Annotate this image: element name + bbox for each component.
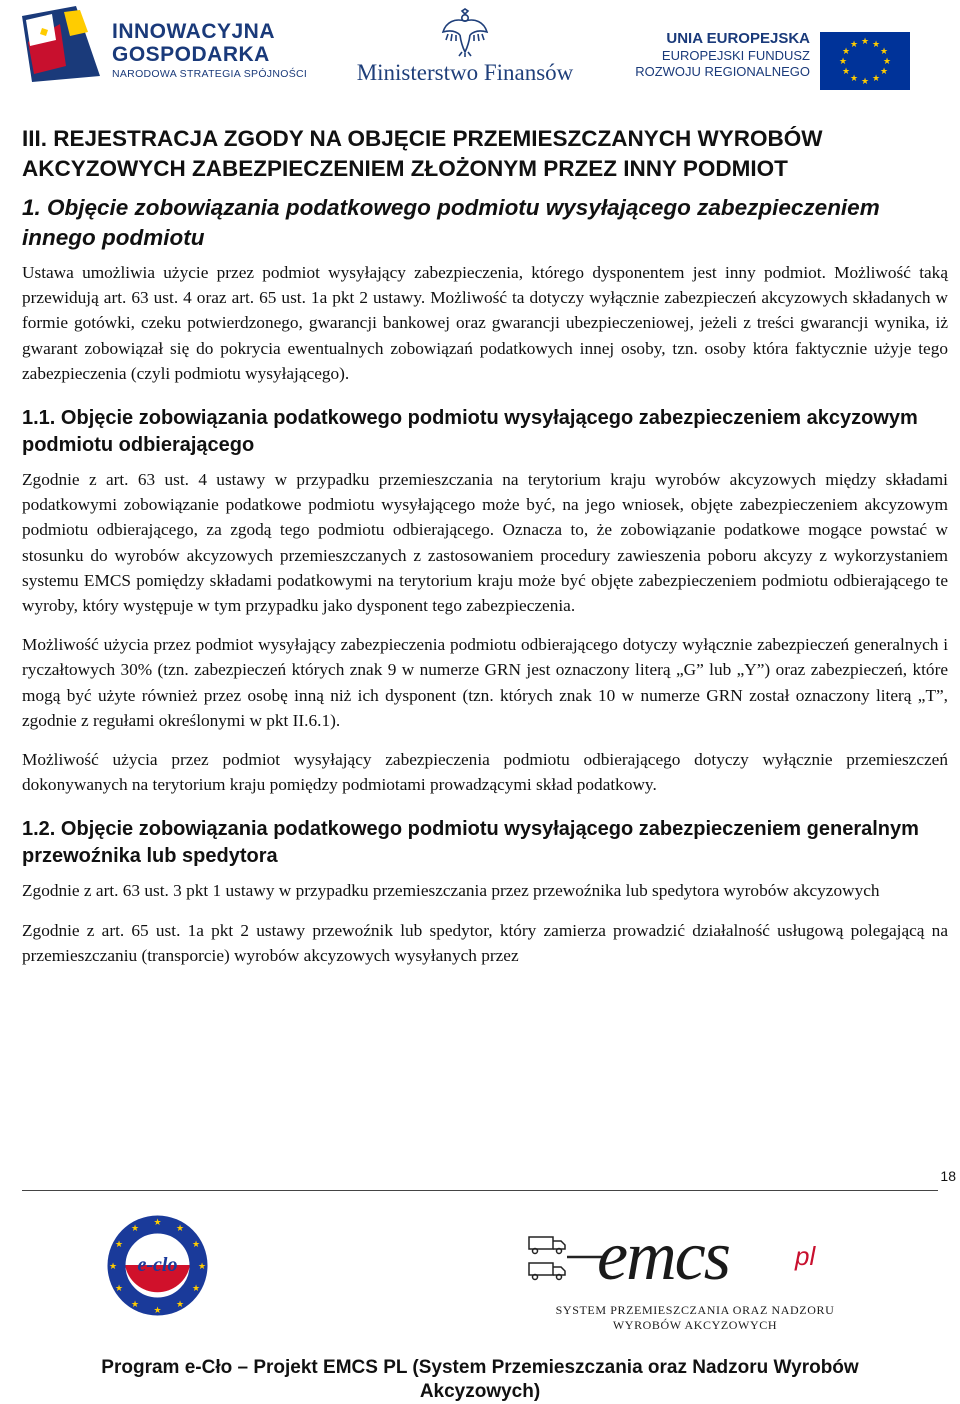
svg-text:★: ★ (191, 1284, 201, 1294)
eu-fund-logo (635, 30, 940, 90)
eu-line-2: EUROPEJSKI FUNDUSZ (661, 48, 810, 63)
svg-text:★: ★ (871, 40, 881, 50)
emcs-subtitle-1: SYSTEM PRZEMIESZCZANIA ORAZ NADZORU (555, 1303, 835, 1317)
subsection-1-heading: 1. Objęcie zobowiązania podatkowego podmiotu wysyłającego zabezpieczeniem innego podmiotu (22, 195, 880, 250)
innowacyjna-gospodarka-logo (22, 6, 322, 82)
svg-text:★: ★ (879, 47, 889, 57)
svg-text:★: ★ (860, 37, 870, 47)
subsection-1-1-paragraph-3: Możliwość użycia przez podmiot wysyłający zabezpieczenia podmiotu odbierającego dotyczy wyłącznie przemieszczeń dokonywanych na terytorium kraju pomiędzy podmiotami prowadzącymi skład podatkowy. (22, 750, 948, 795)
footer-program-text: Program e-Cło – Projekt EMCS PL (System Przemieszczania oraz Nadzoru Wyrobów Akcyzowych) (101, 1357, 859, 1402)
svg-text:★: ★ (879, 67, 889, 77)
svg-text:★: ★ (838, 57, 848, 67)
svg-text:★: ★ (841, 67, 851, 77)
footer-logos (0, 1200, 960, 1340)
emcs-wordmark: emcs (597, 1218, 729, 1295)
eu-line-3: ROZWOJU REGIONALNEGO (635, 64, 810, 79)
ig-line-3: NARODOWA STRATEGIA SPÓJNOŚCI (112, 68, 308, 80)
svg-text:★: ★ (153, 1306, 162, 1316)
section-heading: III. REJESTRACJA ZGODY NA OBJĘCIE PRZEMIESZCZANYCH WYROBÓW AKCYZOWYCH ZABEZPIECZENIEM ZŁOŻONYM PRZEZ INNY PODMIOT (22, 126, 823, 181)
emcs-pl-mark: pl (795, 1241, 816, 1271)
svg-text:★: ★ (191, 1240, 201, 1250)
subsection-1-1-heading: 1.1. Objęcie zobowiązania podatkowego podmiotu wysyłającego zabezpieczeniem akcyzowym podmiotu odbierającego (22, 407, 918, 457)
svg-text:★: ★ (849, 74, 859, 84)
footer-divider (22, 1190, 938, 1191)
svg-text:★: ★ (871, 74, 881, 84)
emcs-pl-logo (525, 1205, 855, 1332)
ministerstwo-finansow-logo (340, 8, 590, 88)
ig-line-2: GOSPODARKA (112, 43, 270, 66)
svg-text:★: ★ (197, 1262, 207, 1272)
svg-text:★: ★ (849, 40, 859, 50)
subsection-1-paragraph: Ustawa umożliwia użycie przez podmiot wysyłający zabezpieczenia, którego dysponentem jest inny podmiot. Możliwość taką przewidują art. 63 ust. 4 oraz art. 65 ust. 1a pkt 2 ustawy. Możliwość ta dotyczy wyłącznie zabezpieczeń akcyzowych składanych w formie gotówki, czeku potwierdzonego, gwarancji bankowej oraz gwarancji ubezpieczeniowej, jeżeli z treści gwarancji wynika, iż gwarant zobowiązał się do pokrycia ewentualnych zobowiązań podatkowych innej osoby, tzn. osoby która faktycznie użyje tego zabezpieczenia (czyli podmiotu wysyłającego). (22, 263, 948, 383)
eu-line-1: UNIA EUROPEJSKA (666, 30, 810, 47)
svg-text:★: ★ (175, 1224, 185, 1234)
svg-text:★: ★ (153, 1218, 162, 1228)
svg-text:★: ★ (130, 1224, 140, 1234)
eu-flag-icon (820, 32, 910, 90)
ig-flag-icon (22, 6, 102, 82)
ministry-name: Ministerstwo Finansów (356, 60, 574, 85)
ig-line-1: INNOWACYJNA (112, 20, 276, 43)
document-body (22, 124, 948, 968)
e-clo-logo-text: e-clo (137, 1254, 178, 1276)
svg-text:★: ★ (841, 47, 851, 57)
svg-text:★: ★ (882, 57, 892, 67)
truck-icons (525, 1235, 605, 1285)
svg-text:★: ★ (114, 1284, 124, 1294)
page-number: 18 (940, 1168, 956, 1184)
subsection-1-2-heading: 1.2. Objęcie zobowiązania podatkowego podmiotu wysyłającego zabezpieczeniem generalnym przewoźnika lub spedytora (22, 818, 919, 868)
subsection-1-1-paragraph-1: Zgodnie z art. 63 ust. 4 ustawy w przypadku przemieszczania na terytorium kraju wyrobów akcyzowych między składami podatkowymi zobowiązanie podatkowe podmiotu wysyłającego może być, na jego wniosek, objęte zabezpieczeniem akcyzowym podmiotu odbierającego, za zgodą tego podmiotu odbierającego. Oznacza to, że zobowiązanie podatkowe mogące powstać w stosunku do wyrobów akcyzowych przemieszczanych z zastosowaniem procedury zawieszenia poboru akcyzy z wykorzystaniem systemu EMCS pomiędzy składami podatkowymi na terytorium kraju może być objęte zabezpieczeniem podmiotu odbierającego te wyroby, który występuje w tym przypadku jako dysponent tego zabezpieczenia. (22, 470, 948, 616)
e-clo-logo (105, 1213, 210, 1318)
header-logos (0, 0, 960, 100)
subsection-1-2-paragraph-2: Zgodnie z art. 65 ust. 1a pkt 2 ustawy przewoźnik lub spedytor, który zamierza prowadzić działalność usługową polegającą na przemieszczaniu (transporcie) wyrobów akcyzowych wysyłanych przez (22, 920, 948, 965)
subsection-1-2-paragraph-1: Zgodnie z art. 63 ust. 3 pkt 1 ustawy w przypadku przemieszczania przez przewoźnika lub spedytora wyrobów akcyzowych (22, 881, 880, 901)
svg-text:★: ★ (860, 77, 870, 87)
emcs-subtitle-2: WYROBÓW AKCYZOWYCH (612, 1318, 778, 1332)
svg-text:★: ★ (114, 1240, 124, 1250)
svg-text:★: ★ (130, 1300, 140, 1310)
polish-eagle-icon (440, 8, 490, 58)
svg-text:★: ★ (175, 1300, 185, 1310)
subsection-1-1-paragraph-2: Możliwość użycia przez podmiot wysyłający zabezpieczenia podmiotu odbierającego dotyczy wyłącznie zabezpieczeń generalnych i ryczałtowych 30% (tzn. zabezpieczeń których znak 9 w numerze GRN jest oznaczony literą „G” lub „Y”) oraz zabezpieczeń, które mogą być użyte również przez osobę inną niż ich dysponent (tzn. których znak 10 w numerze GRN został oznaczony literą „T”, zgodnie z regułami określonymi w pkt II.6.1). (22, 635, 948, 730)
svg-text:★: ★ (108, 1262, 118, 1272)
